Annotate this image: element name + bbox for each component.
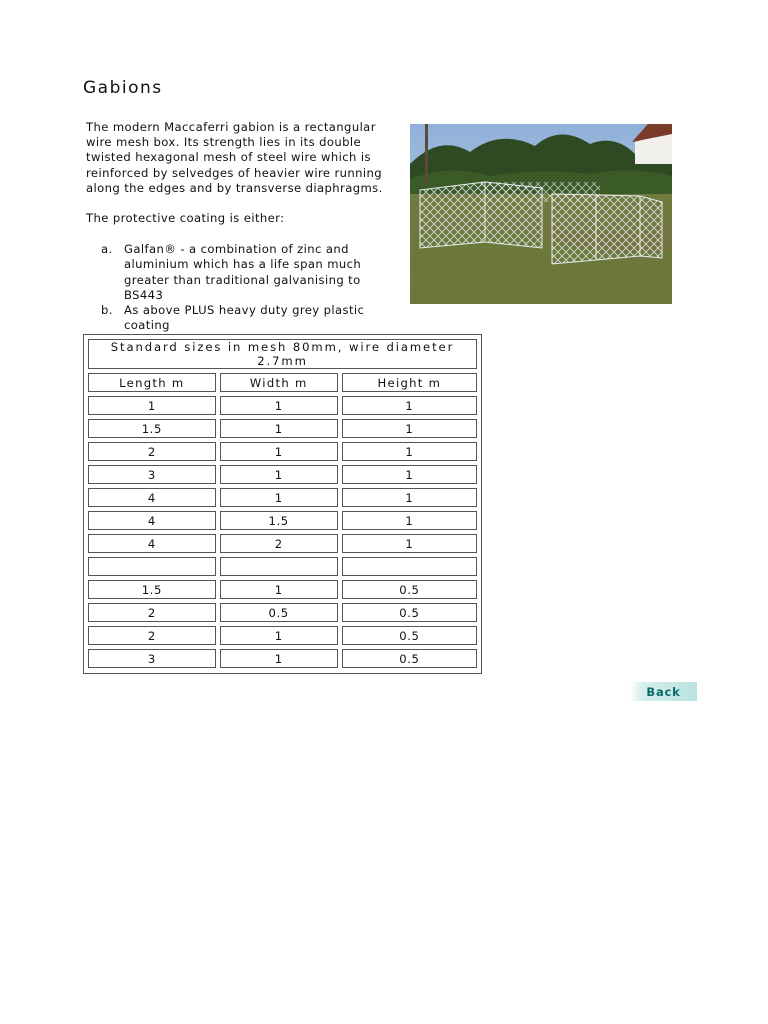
- cell-width: 1: [220, 580, 338, 599]
- table-row: [88, 396, 477, 415]
- cell-width: 2: [220, 534, 338, 553]
- page-title: Gabions: [83, 78, 163, 98]
- cell-height: 1: [342, 465, 477, 484]
- coating-list: [86, 242, 402, 333]
- cell-height: 1: [342, 534, 477, 553]
- cell-length: 2: [88, 442, 216, 461]
- cell-length: 4: [88, 511, 216, 530]
- table-row: [88, 488, 477, 507]
- cell-length: 2: [88, 626, 216, 645]
- cell-width: 1: [220, 488, 338, 507]
- table-row: [88, 603, 477, 622]
- cell-length: 4: [88, 534, 216, 553]
- cell-height: 0.5: [342, 626, 477, 645]
- coating-text: Galfan® - a combination of zinc and aluminium which has a life span much greater than traditional galvanising to BS443: [124, 242, 362, 302]
- cell-length: 4: [88, 488, 216, 507]
- cell-height: 0.5: [342, 649, 477, 668]
- gabion-photo: [410, 124, 672, 304]
- table-row: [88, 580, 477, 599]
- cell-height: 1: [342, 488, 477, 507]
- cell-width: 0.5: [220, 603, 338, 622]
- cell-width: 1: [220, 626, 338, 645]
- table-row: [88, 442, 477, 461]
- cell-length: 3: [88, 465, 216, 484]
- cell-width: [220, 557, 338, 576]
- coating-intro: The protective coating is either:: [86, 211, 285, 226]
- coating-marker: a.: [101, 242, 113, 257]
- cell-width: 1: [220, 465, 338, 484]
- cell-width: 1: [220, 649, 338, 668]
- table-row: [88, 626, 477, 645]
- cell-height: [342, 557, 477, 576]
- cell-height: 1: [342, 511, 477, 530]
- table-row: [88, 534, 477, 553]
- cell-height: 1: [342, 442, 477, 461]
- intro-paragraph: The modern Maccaferri gabion is a rectangular wire mesh box. Its strength lies in its double twisted hexagonal mesh of steel wire which is reinforced by selvedges of heavier wire running along the edges and by transverse diaphragms.: [86, 120, 383, 195]
- cell-width: 1: [220, 396, 338, 415]
- table-row: [88, 511, 477, 530]
- table-row: [88, 419, 477, 438]
- cell-length: 1.5: [88, 580, 216, 599]
- table-row: [88, 465, 477, 484]
- table-header-row: [88, 373, 477, 392]
- cell-height: 1: [342, 396, 477, 415]
- table-caption: Standard sizes in mesh 80mm, wire diameter 2.7mm: [88, 339, 477, 369]
- intro-text-block: [86, 120, 402, 333]
- cell-height: 0.5: [342, 580, 477, 599]
- cell-height: 0.5: [342, 603, 477, 622]
- cell-length: [88, 557, 216, 576]
- header-width: Width m: [220, 373, 338, 392]
- cell-length: 1: [88, 396, 216, 415]
- back-button[interactable]: Back: [630, 682, 697, 701]
- table-row: [88, 557, 477, 576]
- cell-height: 1: [342, 419, 477, 438]
- coating-item-b: [86, 303, 402, 333]
- coating-item-a: [86, 242, 402, 303]
- table-caption-row: [88, 339, 477, 369]
- cell-length: 2: [88, 603, 216, 622]
- cell-width: 1.5: [220, 511, 338, 530]
- coating-text: As above PLUS heavy duty grey plastic coating: [124, 303, 365, 333]
- table-row: [88, 649, 477, 668]
- coating-marker: b.: [101, 303, 113, 318]
- header-height: Height m: [342, 373, 477, 392]
- cell-width: 1: [220, 419, 338, 438]
- header-length: Length m: [88, 373, 216, 392]
- cell-length: 3: [88, 649, 216, 668]
- cell-length: 1.5: [88, 419, 216, 438]
- cell-width: 1: [220, 442, 338, 461]
- standard-sizes-table: [83, 334, 482, 674]
